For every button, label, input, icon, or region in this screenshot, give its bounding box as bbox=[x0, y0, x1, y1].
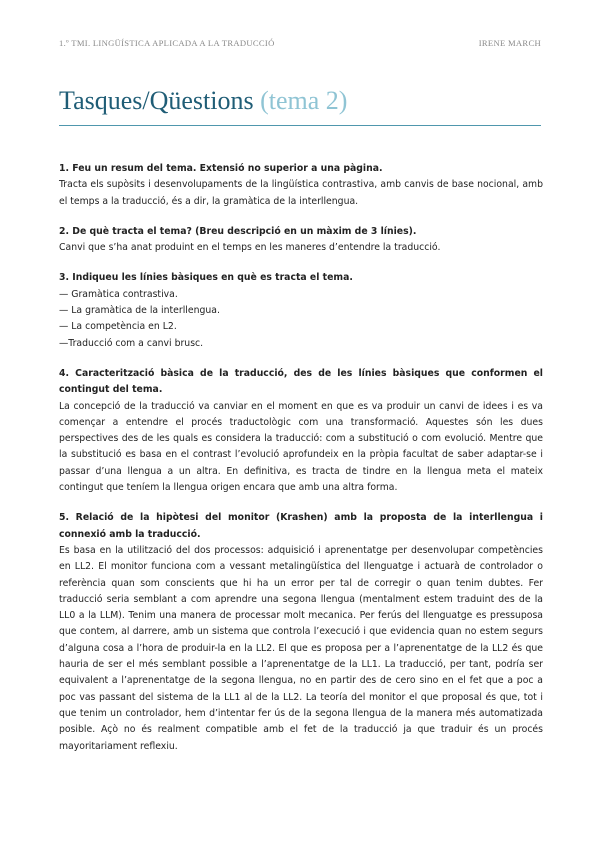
title-sub: (tema 2) bbox=[260, 86, 348, 115]
question-2: 2. De què tracta el tema? (Breu descripció en un màxim de 3 línies). bbox=[59, 225, 417, 237]
section-3 bbox=[59, 270, 543, 351]
list-item: — Gramàtica contrastiva. bbox=[59, 288, 178, 300]
section-1 bbox=[59, 161, 543, 210]
header-author: IRENE MARCH bbox=[478, 38, 541, 48]
running-header bbox=[59, 38, 541, 48]
header-course: 1.º TMI. LINGÜÍSTICA APLICADA A LA TRADUCCIÓ bbox=[59, 38, 275, 48]
section-4 bbox=[59, 366, 543, 496]
document-body bbox=[59, 161, 543, 769]
title-main: Tasques/Qüestions bbox=[59, 86, 254, 115]
question-3: 3. Indiqueu les línies bàsiques en què es tracta el tema. bbox=[59, 272, 353, 284]
section-5 bbox=[59, 510, 543, 754]
list-item: — La gramàtica de la interllengua. bbox=[59, 305, 220, 317]
answer-5: Es basa en la utilització del dos processos: adquisició i aprenentatge per desenvolupar competències en LL2. El monitor funciona com a vessant metalingüística del llenguatge i actuarà de controlador o referència quan som conscients que hi ha un error per tal de corregir o quan tenim dubtes. Fer traducció seria semblant a com aprendre una segona llengua (mentalment estem traduint des de la LL0 a la LLM). Tenim una manera de processar molt mecanica. Per ferús del llenguatge es pressuposa que contem, al darrere, amb un sistema que controla l’execució i que evidencia quan no estem segurs d’alguna cosa a l’hora de produir-la en la LL2. El que es proposa per a l’aprenentatge de la LL2 és que hauria de ser el més semblant possible a l’aprenentatge de la LL1. La traducció, per tant, podría ser equivalent a l’aprenentatge de la segona llengua, no en partir des de cero sino en el fet que a poc a poc vas passant del sistema de la LL1 al de la LL2. La teoría del monitor el que proposal és que, tot i que tenim un controlador, hem d’intentar fer ús de la segona llengua de la manera més automatizada posible. Açò no és realment compatible amb el fet de la traducció ja que traduir és un procés mayoritariament reflexiu. bbox=[59, 544, 543, 752]
answer-4: La concepció de la traducció va canviar en el moment en que es va produir un canvi de idees i es va començar a entendre el procés traductològic com una transformació. Aquestes són les dues perspectives des de les quals es considera la traducció: com a substitució o com evolució. Mentre que la substitució es basa en el contrast l’evolució aprofundeix en la pròpia facultat de saber adaptar-se i passar d’una llengua a un altra. En definitiva, es tracta de tindre en la llengua meta el mateix contingut que teníem la llengua origen encara que amb una altra forma. bbox=[59, 400, 543, 494]
answer-1: Tracta els supòsits i desenvolupaments de la lingüística contrastiva, amb canvis de base nocional, amb el temps a la traducció, és a dir, la gramàtica de la interllengua. bbox=[59, 179, 543, 207]
list-item: — La competència en L2. bbox=[59, 321, 177, 333]
question-4: 4. Caracterització bàsica de la traducció, des de les línies bàsiques que conformen el contingut del tema. bbox=[59, 367, 543, 396]
page-title bbox=[59, 86, 347, 116]
list-item: —Traducció com a canvi brusc. bbox=[59, 337, 204, 349]
title-divider bbox=[59, 125, 541, 126]
answer-2: Canvi que s’ha anat produint en el temps en les maneres d’entendre la traducció. bbox=[59, 242, 441, 254]
question-5: 5. Relació de la hipòtesi del monitor (Krashen) amb la proposta de la interllengua i connexió amb la traducció. bbox=[59, 512, 543, 540]
question-1: 1. Feu un resum del tema. Extensió no superior a una pàgina. bbox=[59, 163, 383, 174]
section-2 bbox=[59, 224, 543, 257]
